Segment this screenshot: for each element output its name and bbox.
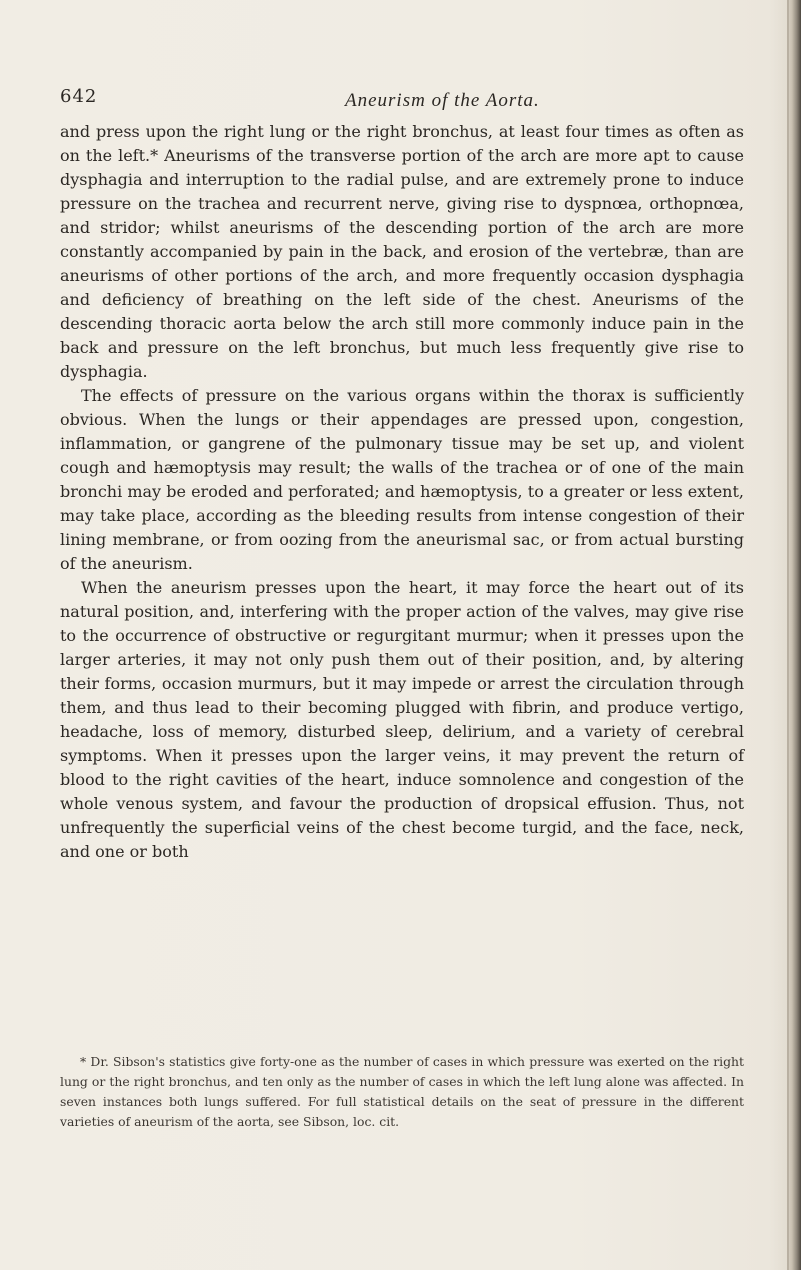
page-edge-shadow (787, 0, 801, 1270)
footnote-text: * Dr. Sibson's statistics give forty-one as the number of cases in which pressure was exerted on the right lung or the right bronchus, and ten only as the number of cases in which the left lung alone was affected. In seven instances both lungs suffered. For full statistical details on the seat of pressure in the different varieties of aneurism of the aorta, see Sibson, loc. cit. (60, 1054, 744, 1129)
body-text (60, 120, 744, 864)
paragraph: and press upon the right lung or the right bronchus, at least four times as often as on the left.* Aneurisms of the transverse portion of the arch are more apt to cause dysphagia and interruption to the radial pulse, and are extremely prone to induce pressure on the trachea and recurrent nerve, giving rise to dyspnœa, orthopnœa, and stridor; whilst aneurisms of the descending portion of the arch are more constantly accompanied by pain in the back, and erosion of the vertebræ, than are aneurisms of other portions of the arch, and more frequently occasion dysphagia and deficiency of breathing on the left side of the chest. Aneurisms of the descending thoracic aorta below the arch still more commonly induce pain in the back and pressure on the left bronchus, but much less frequently give rise to dysphagia. (60, 122, 744, 381)
page-number: 642 (60, 86, 98, 107)
paragraph: The effects of pressure on the various organs within the thorax is sufficiently obvious. When the lungs or their appendages are pressed upon, congestion, inflammation, or gangrene of the pulmonary tissue may be set up, and violent cough and hæmoptysis may result; the walls of the trachea or of one of the main bronchi may be eroded and perforated; and hæmoptysis, to a greater or less extent, may take place, according as the bleeding results from intense congestion of their lining membrane, or from oozing from the aneurismal sac, or from actual bursting of the aneurism. (60, 386, 744, 573)
page-edge-line (787, 0, 789, 1270)
footnote (60, 1052, 744, 1132)
running-title: Aneurism of the Aorta. (345, 90, 540, 111)
page-header (60, 86, 750, 110)
paragraph: When the aneurism presses upon the heart, it may force the heart out of its natural position, and, interfering with the proper action of the valves, may give rise to the occurrence of obstructive or regurgitant murmur; when it presses upon the larger arteries, it may not only push them out of their position, and, by altering their forms, occasion murmurs, but it may impede or arrest the circulation through them, and thus lead to their becoming plugged with fibrin, and produce vertigo, headache, loss of memory, disturbed sleep, delirium, and a variety of cerebral symptoms. When it presses upon the larger veins, it may prevent the return of blood to the right cavities of the heart, induce somnolence and congestion of the whole venous system, and favour the production of dropsical effusion. Thus, not unfrequently the superficial veins of the chest become turgid, and the face, neck, and one or both (60, 578, 744, 861)
